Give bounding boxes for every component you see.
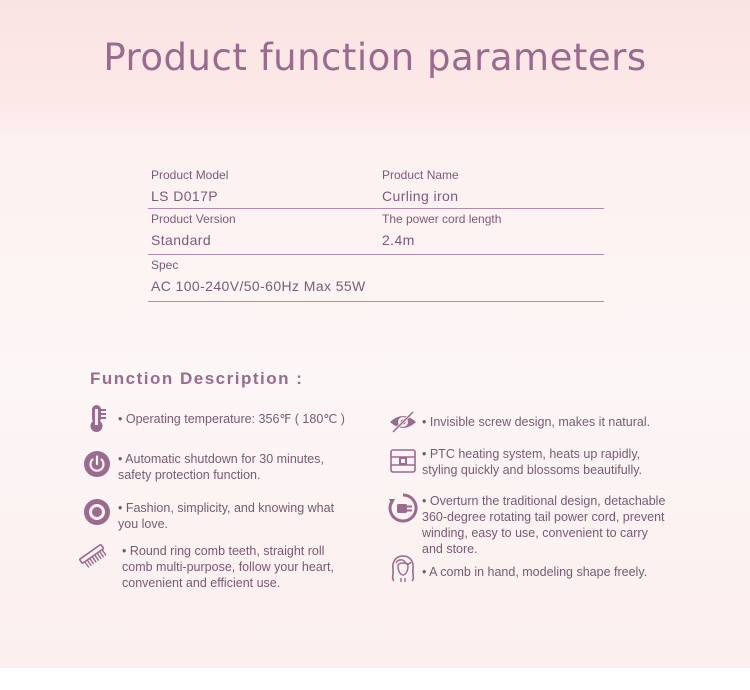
param-value: 2.4m [382, 232, 415, 248]
function-text: • A comb in hand, modeling shape freely. [422, 565, 648, 579]
function-text: • Round ring comb teeth, straight roll comb multi-purpose, follow your heart, convenient and efficient use. [122, 544, 334, 590]
function-text: • PTC heating system, heats up rapidly, styling quickly and blossoms beautifully. [422, 447, 643, 477]
function-item-ptc [388, 446, 642, 478]
eye-slash-icon [388, 407, 418, 437]
thermometer-icon [82, 403, 112, 433]
woman-hair-icon [388, 553, 418, 583]
comb-icon [78, 541, 108, 571]
function-item-screw [388, 407, 650, 437]
function-item-modeling [388, 553, 647, 583]
rotating-plug-icon [388, 493, 418, 523]
function-text: • Automatic shutdown for 30 minutes, safety protection function. [118, 452, 324, 482]
param-label: Spec [151, 258, 179, 272]
bottom-band [0, 668, 750, 690]
function-item-fashion [82, 497, 334, 532]
param-row-spec [148, 255, 604, 302]
target-icon [82, 497, 112, 527]
function-text: • Invisible screw design, makes it natural. [422, 415, 651, 429]
param-label: Product Model [151, 168, 229, 182]
param-cell-cord [382, 209, 501, 248]
param-value: Standard [151, 232, 212, 248]
param-value: AC 100-240V/50-60Hz Max 55W [151, 278, 366, 294]
param-cell-model [151, 165, 228, 204]
function-item-shutdown [82, 449, 324, 483]
parameter-table [148, 165, 604, 302]
function-text: • Operating temperature: 356℉ ( 180℃ ) [118, 412, 345, 426]
power-icon [82, 449, 112, 479]
function-item-comb [78, 541, 334, 591]
param-cell-version [151, 209, 236, 248]
heating-element-icon [388, 446, 418, 476]
function-text: • Fashion, simplicity, and knowing what you love. [118, 501, 335, 531]
param-value: Curling iron [382, 188, 459, 204]
function-text: • Overturn the traditional design, detachable 360-degree rotating tail power cord, prevent winding, easy to use, convenient to carry and store. [422, 494, 666, 556]
function-item-rotating-cord [388, 493, 665, 557]
param-row-version-cord [148, 209, 604, 255]
param-cell-spec [151, 255, 366, 294]
function-item-temperature [82, 403, 345, 433]
page-title: Product function parameters [103, 36, 647, 79]
param-cell-name [382, 165, 459, 204]
function-heading: Function Description : [90, 369, 304, 388]
param-label: Product Version [151, 212, 236, 226]
param-label: Product Name [382, 168, 459, 182]
param-value: LS D017P [151, 188, 219, 204]
param-label: The power cord length [382, 212, 502, 226]
param-row-model-name [148, 165, 604, 209]
